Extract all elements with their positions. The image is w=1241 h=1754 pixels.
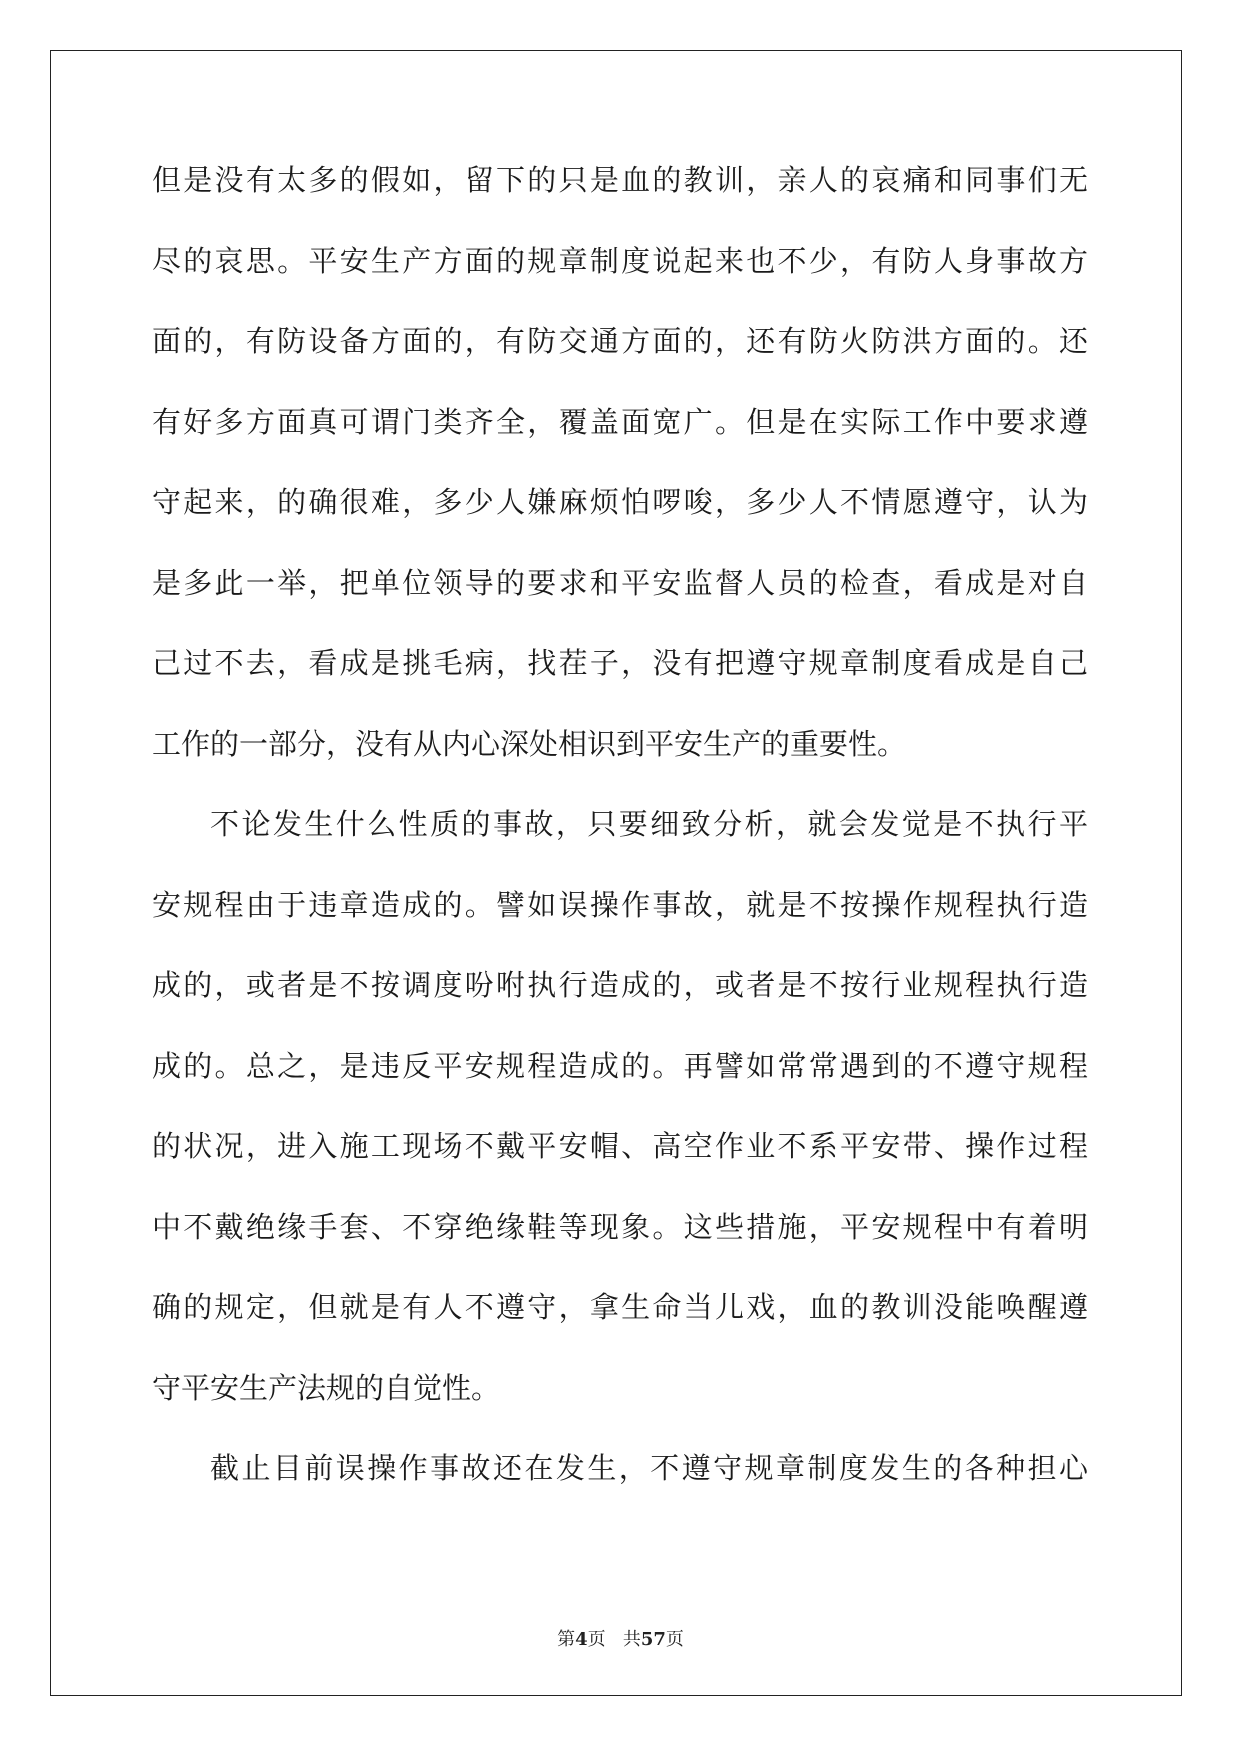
total-pages: 57	[640, 1629, 666, 1650]
page-footer	[0, 1625, 1241, 1651]
text-line: 是多此一举，把单位领导的要求和平安监督人员的检查，看成是对自	[152, 565, 1088, 600]
text-line: 面的，有防设备方面的，有防交通方面的，还有防火防洪方面的。还	[152, 324, 1088, 358]
footer-total-suffix: 页	[665, 1629, 684, 1650]
text-line: 但是没有太多的假如，留下的只是血的教训，亲人的哀痛和同事们无	[152, 163, 1088, 197]
text-line: 成的，或者是不按调度吩咐执行造成的，或者是不按行业规程执行造	[152, 968, 1088, 1002]
footer-page-suffix: 页	[587, 1629, 606, 1650]
footer-total-prefix: 共	[622, 1629, 641, 1650]
paragraph-start-line: 截止目前误操作事故还在发生，不遵守规章制度发生的各种担心	[210, 1451, 1088, 1485]
text-line: 有好多方面真可谓门类齐全，覆盖面宽广。但是在实际工作中要求遵	[152, 404, 1088, 439]
text-line: 成的。总之，是违反平安规程造成的。再譬如常常遇到的不遵守规程	[152, 1048, 1088, 1083]
text-line: 的状况，进入施工现场不戴平安帽、高空作业不系平安带、操作过程	[152, 1129, 1088, 1163]
text-line: 守平安生产法规的自觉性。	[152, 1370, 501, 1405]
footer-prefix: 第	[557, 1629, 576, 1650]
text-line: 确的规定，但就是有人不遵守，拿生命当儿戏，血的教训没能唤醒遵	[152, 1290, 1088, 1324]
text-line: 己过不去，看成是挑毛病，找茬子，没有把遵守规章制度看成是自己	[152, 646, 1088, 680]
page-number: 4	[575, 1629, 588, 1650]
text-line: 中不戴绝缘手套、不穿绝缘鞋等现象。这些措施，平安规程中有着明	[152, 1209, 1088, 1244]
text-line: 尽的哀思。平安生产方面的规章制度说起来也不少，有防人身事故方	[152, 243, 1088, 278]
text-line: 工作的一部分，没有从内心深处相识到平安生产的重要性。	[152, 726, 907, 761]
document-body	[152, 160, 1088, 1529]
text-line: 安规程由于违章造成的。譬如误操作事故，就是不按操作规程执行造	[152, 887, 1088, 922]
paragraph-start-line: 不论发生什么性质的事故，只要细致分析，就会发觉是不执行平	[210, 807, 1088, 841]
text-line: 守起来，的确很难，多少人嫌麻烦怕啰唆，多少人不情愿遵守，认为	[152, 485, 1088, 519]
